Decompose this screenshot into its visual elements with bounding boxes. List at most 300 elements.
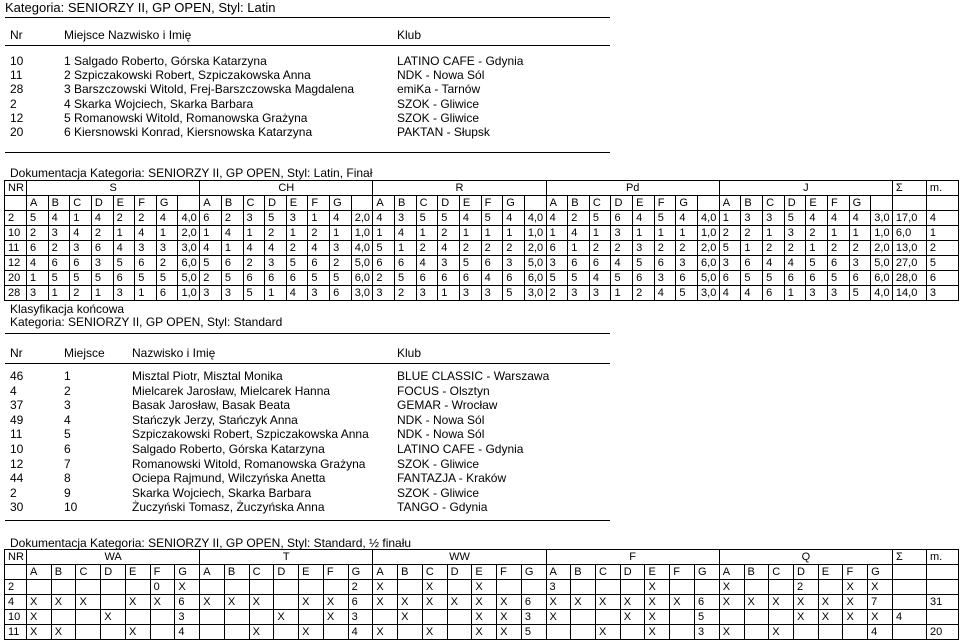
table-cell — [422, 610, 447, 625]
table-cell: 6 — [481, 256, 503, 271]
table-cell: X — [670, 595, 695, 610]
header-club: Klub — [397, 28, 422, 42]
score-table-standard — [4, 549, 959, 640]
list-item-name: Skarka Wojciech, Skarka Barbara — [132, 485, 312, 500]
list-item-place: 5 — [64, 427, 71, 442]
table-cell — [125, 610, 150, 625]
table-cell: 0 — [150, 580, 175, 595]
table-cell — [926, 580, 958, 595]
table-cell: 6 — [589, 256, 611, 271]
list-item-nr: 2 — [10, 485, 17, 500]
table-cell: 4,0 — [178, 211, 200, 226]
column-header: WA — [27, 550, 200, 565]
table-cell: 4 — [633, 211, 655, 226]
table-cell: 1 — [503, 226, 525, 241]
table-cell: 17,0 — [892, 211, 926, 226]
table-cell: 6 — [308, 256, 330, 271]
table-cell: 3 — [806, 286, 828, 301]
table-row — [5, 580, 959, 595]
table-cell: 5 — [91, 271, 113, 286]
table-cell: X — [76, 595, 101, 610]
table-cell: 1 — [113, 226, 135, 241]
table-cell — [447, 625, 472, 640]
table-cell: 4 — [175, 625, 200, 640]
table-cell: 5,0 — [871, 256, 893, 271]
judge-label: B — [568, 196, 590, 211]
table-cell: 2 — [806, 226, 828, 241]
table-cell: 2 — [243, 256, 265, 271]
table-cell: X — [868, 610, 893, 625]
table-cell — [892, 580, 926, 595]
table-cell: 6,0 — [871, 271, 893, 286]
table-cell: X — [818, 595, 843, 610]
judge-label: G — [676, 196, 698, 211]
list-item-entry: 5 Romanowski Witold, Romanowska Grażyna — [64, 110, 308, 125]
table-cell: 5 — [521, 625, 546, 640]
table-cell: 6 — [849, 271, 871, 286]
judge-label: D — [611, 196, 633, 211]
list-item-club: LATINO CAFE - Gdynia — [397, 442, 524, 456]
column-header: S — [27, 181, 200, 196]
table-cell: 2,0 — [178, 226, 200, 241]
table-cell — [596, 610, 621, 625]
judge-label: C — [589, 196, 611, 211]
table-cell: 3 — [719, 256, 741, 271]
table-cell: 3 — [784, 226, 806, 241]
judge-label: A — [373, 196, 395, 211]
table-cell: 6 — [135, 256, 157, 271]
table-cell: 4 — [568, 226, 590, 241]
table-cell: X — [596, 595, 621, 610]
table-cell: 1 — [416, 226, 438, 241]
table-cell — [818, 625, 843, 640]
header-place-name: Miejsce Nazwisko i Imię — [64, 28, 192, 42]
table-cell — [497, 580, 522, 595]
list-item-name: Mielcarek Jarosław, Mielcarek Hanna — [132, 383, 331, 398]
judge-label: G — [694, 565, 719, 580]
table-cell: X — [719, 580, 744, 595]
table-cell: X — [373, 625, 398, 640]
list-item-name: Żuczyński Tomasz, Żuczyńska Anna — [132, 500, 325, 515]
table-cell: 4 — [221, 226, 243, 241]
table-cell: 4 — [868, 625, 893, 640]
table-cell: 6 — [200, 211, 222, 226]
table-cell: X — [398, 595, 423, 610]
table-cell: 5 — [200, 256, 222, 271]
table-cell: X — [497, 625, 522, 640]
column-header: m. — [926, 550, 958, 565]
table-cell: 3 — [481, 286, 503, 301]
table-cell: 6,0 — [178, 256, 200, 271]
table-cell: 28,0 — [892, 271, 926, 286]
table-cell: 6 — [113, 271, 135, 286]
judge-label: C — [422, 565, 447, 580]
table-cell: 5 — [784, 211, 806, 226]
table-cell: 6 — [784, 271, 806, 286]
table-cell — [843, 625, 868, 640]
list-item-place: 3 — [64, 398, 71, 413]
group-header-row — [5, 181, 959, 196]
judge-label: G — [849, 196, 871, 211]
table-cell: 5 — [763, 271, 785, 286]
table-cell: X — [472, 610, 497, 625]
judge-label: E — [286, 196, 308, 211]
list-item-place: 4 — [64, 412, 71, 427]
table-cell: X — [769, 595, 794, 610]
table-cell — [249, 580, 274, 595]
table-cell: 5 — [330, 271, 352, 286]
table-row — [5, 211, 959, 226]
judge-label: C — [243, 196, 265, 211]
table-cell: X — [818, 610, 843, 625]
list-item-entry: 3 Barszczowski Witold, Frej-Barszczowska Magdalena — [64, 82, 355, 97]
table-cell: X — [719, 625, 744, 640]
table-cell: 5 — [221, 271, 243, 286]
judge-label: F — [308, 196, 330, 211]
judge-label: B — [48, 196, 70, 211]
table-cell: 4,0 — [524, 211, 546, 226]
table-cell: X — [645, 610, 670, 625]
table-cell: X — [843, 595, 868, 610]
table-cell: 4 — [654, 286, 676, 301]
table-cell: X — [843, 580, 868, 595]
table-cell: 3,0 — [871, 211, 893, 226]
table-cell: X — [51, 625, 76, 640]
table-cell: X — [175, 580, 200, 595]
table-cell: X — [497, 595, 522, 610]
table-row — [5, 286, 959, 301]
doc2-title: Dokumentacja Kategoria: SENIORZY II, GP OPEN, Styl: Standard, ½ finału — [10, 536, 412, 550]
judge-label: D — [101, 565, 126, 580]
table-cell: 1 — [27, 271, 49, 286]
table-cell: 2 — [654, 241, 676, 256]
table-cell: 1 — [589, 226, 611, 241]
list-item-entry: 2 Szpiczakowski Robert, Szpiczakowska Anna — [64, 68, 311, 83]
table-cell: 5 — [719, 241, 741, 256]
table-cell — [694, 580, 719, 595]
table-cell: 6,0 — [892, 226, 926, 241]
table-cell: 4 — [503, 211, 525, 226]
table-cell: X — [125, 595, 150, 610]
judge-label: F — [654, 196, 676, 211]
table-cell: X — [645, 595, 670, 610]
table-cell: 5 — [243, 286, 265, 301]
judge-label: F — [150, 565, 175, 580]
table-cell: 6 — [827, 256, 849, 271]
table-cell — [224, 625, 249, 640]
table-cell — [670, 625, 695, 640]
table-cell: 4 — [91, 211, 113, 226]
judge-label: C — [416, 196, 438, 211]
table-cell: 6 — [521, 595, 546, 610]
list-item-nr: 12 — [10, 456, 24, 471]
table-cell: X — [51, 595, 76, 610]
table-cell: X — [323, 595, 348, 610]
table-cell: 1 — [200, 226, 222, 241]
table-cell: 1 — [91, 286, 113, 301]
table-cell: 3 — [286, 211, 308, 226]
table-cell — [323, 580, 348, 595]
table-cell — [620, 625, 645, 640]
table-cell: X — [843, 610, 868, 625]
list-item-club: NDK - Nowa Sól — [397, 427, 485, 442]
table-cell: 5 — [286, 256, 308, 271]
table-cell: 3,0 — [178, 241, 200, 256]
table-cell — [76, 625, 101, 640]
table-cell: X — [200, 595, 225, 610]
table-cell: 5 — [611, 271, 633, 286]
table-cell: 2,0 — [871, 241, 893, 256]
table-cell: 3 — [694, 625, 719, 640]
table-cell: X — [645, 580, 670, 595]
table-cell: 2 — [611, 241, 633, 256]
table-cell: 6 — [806, 271, 828, 286]
table-cell — [892, 625, 926, 640]
table-cell: 1 — [633, 226, 655, 241]
table-cell: 5 — [395, 271, 417, 286]
divider — [5, 45, 610, 46]
table-cell: 2 — [113, 211, 135, 226]
table-cell: 3 — [175, 610, 200, 625]
table-cell — [224, 580, 249, 595]
judge-label: D — [793, 565, 818, 580]
table-cell — [51, 610, 76, 625]
section1-title: Kategoria: SENIORZY II, GP OPEN, Styl: Latin — [5, 0, 276, 15]
table-cell — [818, 580, 843, 595]
table-cell: 2 — [676, 241, 698, 256]
table-cell: 6 — [243, 271, 265, 286]
table-cell: 4 — [48, 211, 70, 226]
table-cell: 2 — [546, 286, 568, 301]
table-cell: 4 — [806, 211, 828, 226]
table-cell: 5 — [827, 271, 849, 286]
table-cell: 2 — [348, 580, 373, 595]
judge-label: E — [806, 196, 828, 211]
table-cell: 1 — [719, 211, 741, 226]
table-cell: 13,0 — [892, 241, 926, 256]
table-cell: 6 — [348, 595, 373, 610]
table-cell: 2 — [438, 226, 460, 241]
table-cell: 6 — [265, 271, 287, 286]
table-cell: 3 — [91, 256, 113, 271]
judge-label: F — [843, 565, 868, 580]
table-cell — [744, 580, 769, 595]
list-item-club: BLUE CLASSIC - Warszawa — [397, 369, 550, 383]
table-cell: 2 — [719, 226, 741, 241]
table-cell: X — [299, 595, 324, 610]
section2-heading: Klasyfikacja końcowa — [10, 302, 125, 316]
table-cell: 4 — [849, 211, 871, 226]
list-item-club: FOCUS - Olsztyn — [397, 383, 490, 398]
judge-label: C — [769, 565, 794, 580]
table-cell: 3,0 — [351, 286, 373, 301]
table-cell — [571, 625, 596, 640]
table-cell — [51, 580, 76, 595]
table-cell — [769, 580, 794, 595]
table-cell: 6 — [70, 256, 92, 271]
table-cell: 5 — [265, 211, 287, 226]
table-cell — [744, 625, 769, 640]
table-cell: 5 — [156, 271, 178, 286]
table-cell: 1 — [676, 226, 698, 241]
table-cell: 4 — [676, 211, 698, 226]
list-item-nr: 20 — [10, 125, 24, 139]
table-cell: 5 — [806, 256, 828, 271]
judge-label: A — [27, 196, 49, 211]
table-cell: 12 — [5, 256, 27, 271]
list-item-name: Salgado Roberto, Górska Katarzyna — [132, 442, 325, 456]
table-cell: 4 — [243, 241, 265, 256]
divider — [5, 333, 610, 334]
table-cell — [398, 625, 423, 640]
header-nr: Nr — [10, 346, 23, 360]
divider — [5, 520, 610, 521]
judge-label: D — [91, 196, 113, 211]
table-cell: 2 — [481, 241, 503, 256]
table-cell: 1 — [763, 226, 785, 241]
table-cell: 1 — [784, 286, 806, 301]
table-cell: 2,0 — [524, 241, 546, 256]
header-nr: Nr — [10, 28, 23, 42]
table-cell: 3 — [568, 286, 590, 301]
table-cell: 5 — [113, 256, 135, 271]
table-cell — [76, 580, 101, 595]
table-cell: X — [546, 595, 571, 610]
table-cell — [150, 610, 175, 625]
table-cell: 2 — [741, 226, 763, 241]
judge-label: D — [438, 196, 460, 211]
table-cell: X — [497, 610, 522, 625]
table-cell: 1 — [156, 226, 178, 241]
table-cell: 3 — [676, 256, 698, 271]
table-cell: 5 — [849, 286, 871, 301]
table-row — [5, 256, 959, 271]
list-item-name: Ociepa Rajmund, Wilczyńska Anetta — [132, 471, 326, 486]
table-cell: X — [571, 595, 596, 610]
judge-label: C — [763, 196, 785, 211]
judge-label: G — [175, 565, 200, 580]
table-cell: 1 — [741, 241, 763, 256]
table-cell: 6 — [48, 256, 70, 271]
judge-label: F — [670, 565, 695, 580]
judge-label: G — [503, 196, 525, 211]
table-cell: 14,0 — [892, 286, 926, 301]
table-cell: X — [224, 595, 249, 610]
table-cell: 4 — [481, 271, 503, 286]
table-cell — [274, 580, 299, 595]
judge-label: D — [620, 565, 645, 580]
table-cell: 20 — [926, 625, 958, 640]
table-cell: 5 — [308, 271, 330, 286]
table-cell: 1 — [438, 286, 460, 301]
header-name: Nazwisko i Imię — [132, 346, 216, 360]
table-cell: 1 — [221, 241, 243, 256]
table-cell: 20 — [5, 271, 27, 286]
table-cell — [323, 625, 348, 640]
column-header: m. — [926, 181, 958, 196]
judge-label: B — [224, 565, 249, 580]
table-cell: 11 — [5, 241, 27, 256]
judge-label: B — [571, 565, 596, 580]
table-cell: 5 — [633, 256, 655, 271]
judge-label: D — [265, 196, 287, 211]
table-cell: 4 — [27, 256, 49, 271]
table-cell: X — [645, 625, 670, 640]
table-cell: 4 — [330, 211, 352, 226]
table-cell: 2 — [286, 241, 308, 256]
judge-label: A — [27, 565, 52, 580]
judge-label: E — [459, 196, 481, 211]
table-cell: 2 — [568, 211, 590, 226]
table-row — [5, 271, 959, 286]
table-cell: 6 — [633, 271, 655, 286]
judge-label: A — [200, 196, 222, 211]
list-item-place: 6 — [64, 442, 71, 456]
table-cell: X — [249, 625, 274, 640]
table-cell: 1 — [135, 286, 157, 301]
table-row — [5, 226, 959, 241]
table-cell: 5 — [546, 271, 568, 286]
judge-label: D — [447, 565, 472, 580]
table-cell: 3 — [589, 286, 611, 301]
table-row — [5, 610, 959, 625]
group-header-row — [5, 550, 959, 565]
table-cell — [744, 610, 769, 625]
table-cell — [719, 610, 744, 625]
table-cell: 5,0 — [524, 256, 546, 271]
table-cell: 1,0 — [351, 226, 373, 241]
list-item-nr: 49 — [10, 412, 24, 427]
table-cell: 6 — [503, 271, 525, 286]
table-cell: 4,0 — [351, 241, 373, 256]
header-place: Miejsce — [64, 346, 105, 360]
table-cell — [926, 610, 958, 625]
table-cell: 3 — [611, 226, 633, 241]
table-cell: X — [620, 610, 645, 625]
table-cell: X — [793, 595, 818, 610]
list-item-club: SZOK - Gliwice — [397, 485, 480, 500]
judge-label: F — [323, 565, 348, 580]
table-cell: 6 — [568, 256, 590, 271]
list-item-name: Misztal Piotr, Misztal Monika — [132, 369, 283, 383]
table-cell: 5,0 — [178, 271, 200, 286]
judge-label: C — [70, 196, 92, 211]
table-cell: 2 — [633, 286, 655, 301]
table-cell: 6 — [763, 286, 785, 301]
table-cell: 3 — [633, 241, 655, 256]
table-cell: 2 — [91, 226, 113, 241]
table-cell: 4 — [113, 241, 135, 256]
table-cell: 1 — [70, 211, 92, 226]
table-cell: 3 — [330, 241, 352, 256]
table-cell: 3 — [521, 610, 546, 625]
judge-label: A — [546, 565, 571, 580]
table-cell: 5 — [589, 211, 611, 226]
table-cell: 3 — [438, 256, 460, 271]
table-cell: X — [719, 595, 744, 610]
table-cell: X — [27, 625, 52, 640]
table-cell: 1 — [330, 226, 352, 241]
judge-label: E — [113, 196, 135, 211]
column-header: F — [546, 550, 719, 565]
table-cell: X — [373, 595, 398, 610]
doc1-title: Dokumentacja Kategoria: SENIORZY II, GP OPEN, Styl: Latin, Finał — [10, 166, 373, 180]
table-cell: X — [620, 595, 645, 610]
table-cell: 6 — [330, 286, 352, 301]
table-cell: 2 — [416, 241, 438, 256]
table-cell: X — [769, 625, 794, 640]
table-cell: 2,0 — [698, 241, 720, 256]
